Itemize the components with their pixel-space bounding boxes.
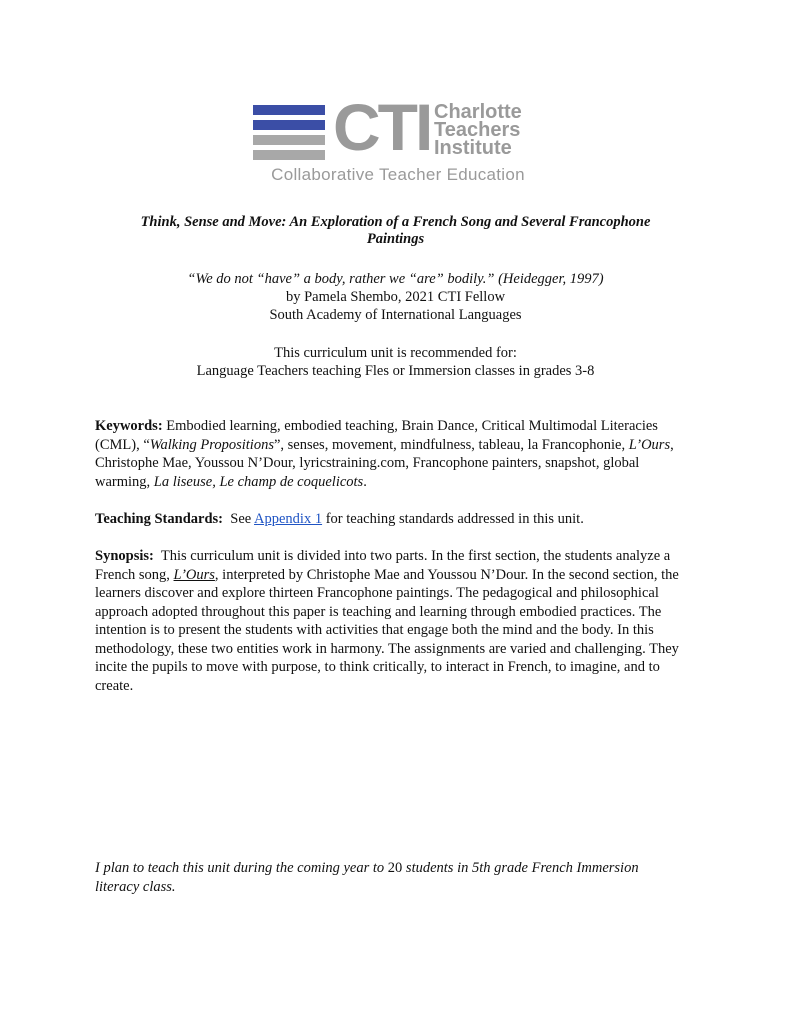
keywords-italic: L’Ours [628, 436, 671, 453]
document-title [100, 214, 691, 248]
logo-stripe [253, 150, 325, 160]
logo-name-line: Teachers [434, 119, 521, 141]
synopsis-text: , interpreted by Christophe Mae and Youssou N’Dour. In the second section, the learners discover and explore thirteen Francophone paintings. The pedagogical and philosophical approach adopted throughout this paper is teaching and learning through embodied practices. The intention is to present the students with activities that engage both the mind and the body. In this methodology, these two entities work in harmony. The assignments are varied and challenging. They incite the pupils to move with purpose, to think critically, to interact in French, to imagine, and to create. [95, 566, 679, 694]
logo-name-line: Charlotte [434, 101, 522, 123]
title-line: Think, Sense and Move: An Exploration of a French Song and Several Francophone [140, 214, 651, 230]
recommended-intro: This curriculum unit is recommended for: [274, 345, 517, 361]
logo-stripe [253, 120, 325, 130]
song-title: L’Ours [173, 566, 215, 583]
closing-statement [95, 859, 655, 896]
standards-label: Teaching Standards: [95, 511, 223, 527]
synopsis-paragraph [95, 547, 695, 695]
standards-text: for teaching standards addressed in this unit. [322, 511, 584, 527]
author-block [95, 270, 696, 324]
keywords-label: Keywords: [95, 418, 163, 434]
closing-text: students in 5th grade French Immersion literacy class. [95, 860, 639, 895]
appendix-link[interactable]: Appendix 1 [254, 511, 323, 527]
cti-logo [253, 90, 543, 190]
synopsis-text: This curriculum unit is divided into two parts. In the first section, the students analyze a French song, [95, 548, 674, 583]
keywords-italic: La liseuse, Le champ de coquelicots [153, 473, 364, 490]
keywords-italic: Walking Propositions [149, 436, 274, 453]
closing-text: I plan to teach this unit during the coming year to [95, 860, 388, 876]
standards-paragraph [95, 510, 695, 529]
recommended-for: Language Teachers teaching Fles or Immersion classes in grades 3-8 [196, 363, 595, 379]
logo-stripe [253, 105, 325, 115]
keywords-paragraph [95, 417, 695, 491]
standards-text: See [223, 511, 255, 527]
recommendation-block [95, 344, 696, 380]
keywords-text: , Christophe Mae, Youssou N’Dour, lyricstraining.com, Francophone painters, snapshot, global warming, [95, 436, 674, 490]
title-line: Paintings [366, 231, 425, 247]
logo-tagline: Collaborative Teacher Education [271, 165, 525, 184]
logo-stripe [253, 135, 325, 145]
epigraph-quote: “We do not “have” a body, rather we “are” bodily.” (Heidegger, 1997) [187, 271, 604, 287]
byline: by Pamela Shembo, 2021 CTI Fellow [285, 289, 506, 305]
keywords-text: . [363, 473, 367, 490]
logo-mark: CTI [333, 90, 431, 164]
student-count: 20 [387, 860, 403, 876]
keywords-text: Embodied learning, embodied teaching, Brain Dance, Critical Multimodal Literacies (CML), “ [95, 418, 658, 453]
logo-name-line: Institute [434, 137, 512, 159]
logo-name [434, 103, 522, 157]
school-name: South Academy of International Languages [269, 307, 522, 323]
keywords-text: ”, senses, movement, mindfulness, tableau, la Francophonie, [273, 436, 629, 453]
synopsis-label: Synopsis: [95, 548, 154, 564]
